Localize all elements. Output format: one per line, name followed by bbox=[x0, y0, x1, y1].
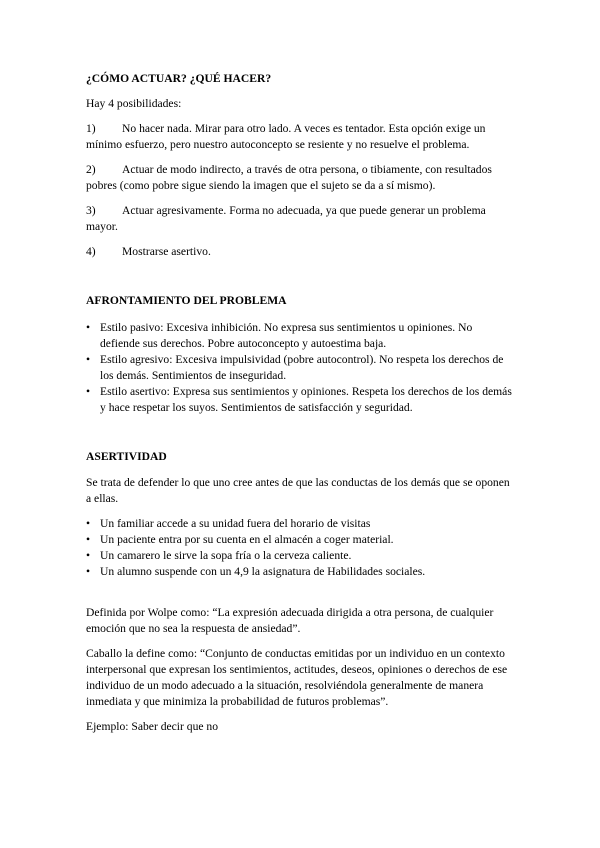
bullet-icon: • bbox=[86, 385, 91, 398]
item-text: Actuar de modo indirecto, a través de otra persona, o tibiamente, con resultados pobres (como pobre sigue siendo la imagen que el sujeto se da a sí mismo). bbox=[86, 163, 492, 192]
section-title-asertividad: ASERTIVIDAD bbox=[86, 450, 167, 463]
item-text: Un alumno suspende con un 4,9 la asignatura de Habilidades sociales. bbox=[100, 565, 426, 578]
list-item bbox=[86, 384, 514, 416]
bullet-icon: • bbox=[86, 321, 91, 334]
bullet-icon: • bbox=[86, 353, 91, 366]
item-text: Un camarero le sirve la sopa fría o la cerveza caliente. bbox=[100, 549, 352, 562]
definition-wolpe: Definida por Wolpe como: “La expresión adecuada dirigida a otra persona, de cualquier emoción que no sea la respuesta de ansiedad”. bbox=[86, 606, 494, 635]
item-number: 3) bbox=[86, 204, 96, 217]
item-text: Estilo agresivo: Excesiva impulsividad (pobre autocontrol). No respeta los derechos de los demás. Sentimientos de inseguridad. bbox=[100, 353, 504, 382]
bullet-icon: • bbox=[86, 549, 91, 562]
item-number: 2) bbox=[86, 163, 96, 176]
list-item bbox=[86, 548, 514, 564]
bullet-icon: • bbox=[86, 517, 91, 530]
item-text: Actuar agresivamente. Forma no adecuada, ya que puede generar un problema mayor. bbox=[86, 204, 486, 233]
bullet-icon: • bbox=[86, 565, 91, 578]
list-item bbox=[86, 121, 514, 153]
list-item bbox=[86, 244, 514, 260]
bullet-list-examples bbox=[86, 516, 514, 580]
list-item bbox=[86, 352, 514, 384]
item-text: No hacer nada. Mirar para otro lado. A veces es tentador. Esta opción exige un mínimo esfuerzo, pero nuestro autoconcepto se resiente y no resuelve el problema. bbox=[86, 122, 486, 151]
item-number: 1) bbox=[86, 122, 96, 135]
section-title-como-actuar: ¿CÓMO ACTUAR? ¿QUÉ HACER? bbox=[86, 72, 272, 85]
bullet-list-styles bbox=[86, 320, 514, 416]
list-item bbox=[86, 162, 514, 194]
list-item bbox=[86, 564, 514, 580]
example-text: Ejemplo: Saber decir que no bbox=[86, 720, 218, 733]
item-text: Un familiar accede a su unidad fuera del horario de visitas bbox=[100, 517, 371, 530]
item-text: Mostrarse asertivo. bbox=[122, 245, 211, 258]
item-number: 4) bbox=[86, 245, 96, 258]
numbered-list bbox=[86, 121, 514, 260]
item-text: Estilo pasivo: Excesiva inhibición. No expresa sus sentimientos u opiniones. No defiende sus derechos. Pobre autoconcepto y autoestima baja. bbox=[100, 321, 473, 350]
list-item bbox=[86, 516, 514, 532]
definition-caballo: Caballo la define como: “Conjunto de conductas emitidas por un individuo en un contexto interpersonal que expresan los sentimientos, actitudes, deseos, opiniones o derechos de ese individuo de un modo adecuado a la situación, resolviéndola generalmente de manera inmediata y que minimiza la probabilidad de futuros problemas”. bbox=[86, 647, 508, 708]
list-item bbox=[86, 203, 514, 235]
section-title-afrontamiento: AFRONTAMIENTO DEL PROBLEMA bbox=[86, 294, 287, 307]
list-item bbox=[86, 320, 514, 352]
section-intro: Se trata de defender lo que uno cree antes de que las conductas de los demás que se oponen a ellas. bbox=[86, 476, 510, 505]
bullet-icon: • bbox=[86, 533, 91, 546]
section-intro: Hay 4 posibilidades: bbox=[86, 97, 182, 110]
item-text: Estilo asertivo: Expresa sus sentimientos y opiniones. Respeta los derechos de los demás y hace respetar los suyos. Sentimientos de satisfacción y seguridad. bbox=[100, 385, 512, 414]
item-text: Un paciente entra por su cuenta en el almacén a coger material. bbox=[100, 533, 394, 546]
list-item bbox=[86, 532, 514, 548]
